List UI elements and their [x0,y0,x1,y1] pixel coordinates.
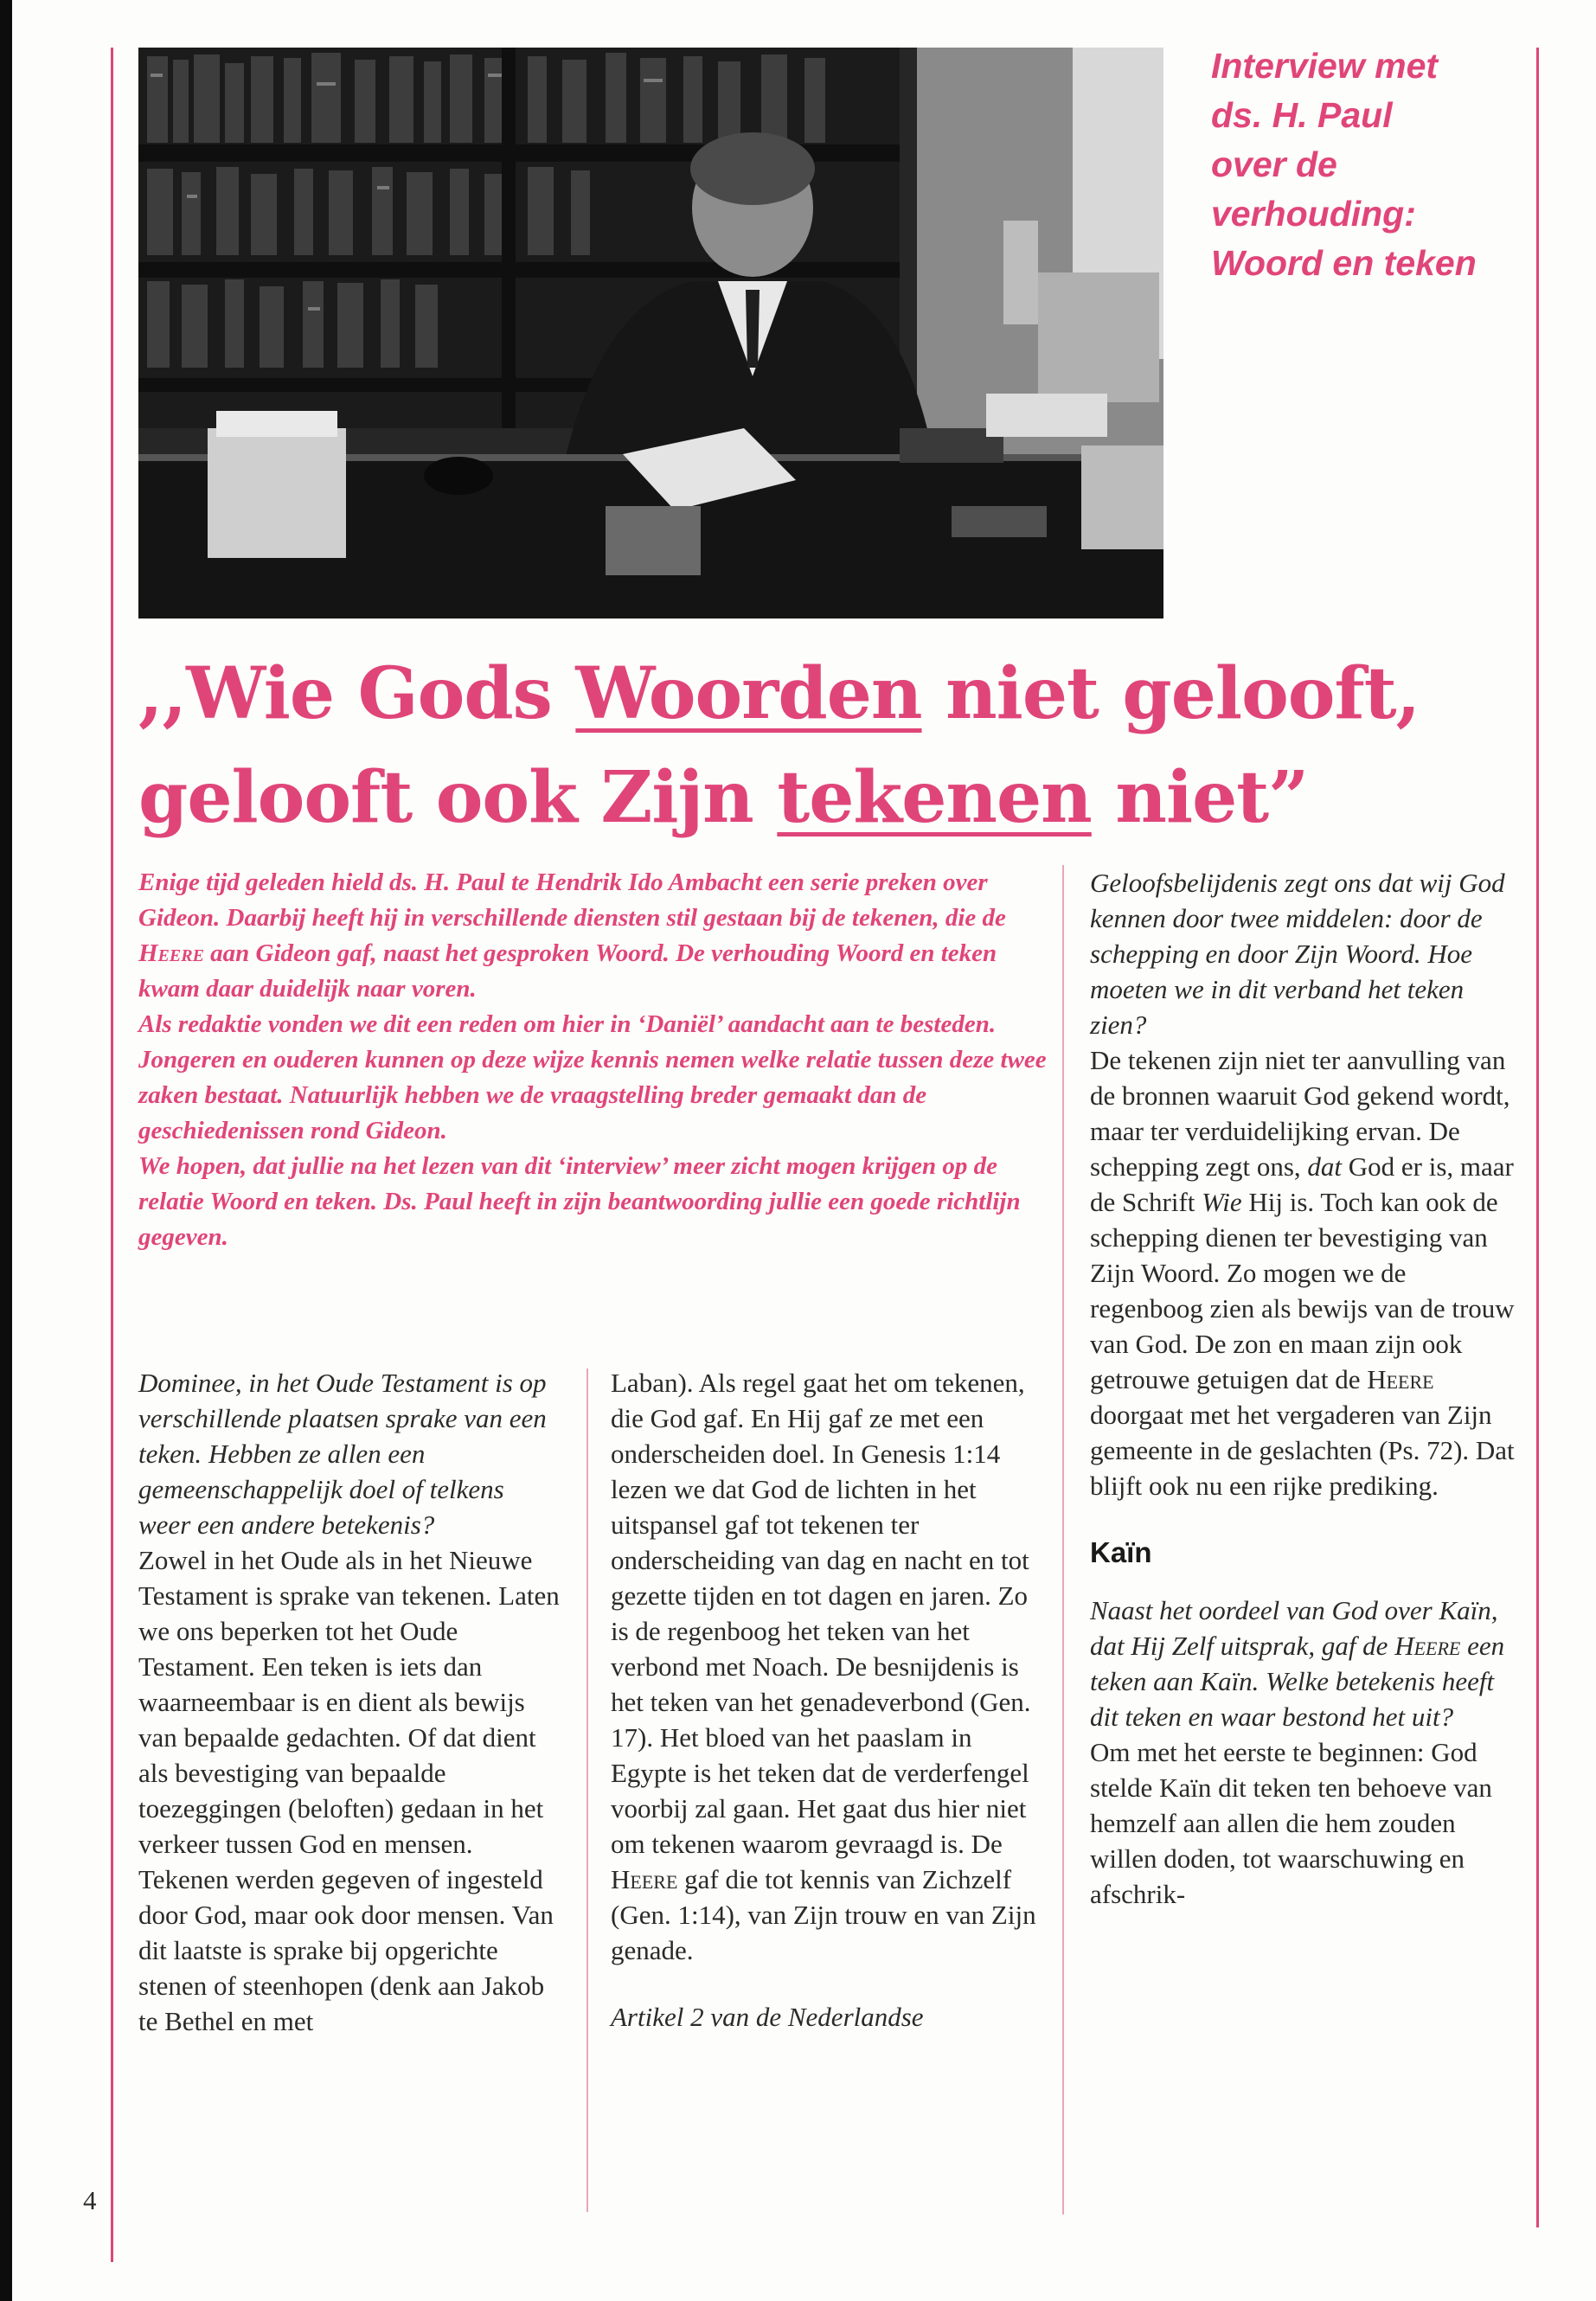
text-column-2 [611,1365,1043,2035]
text-column-1 [138,1365,562,2039]
left-pink-rule [111,48,113,2262]
interview-question: Geloofsbelijdenis zegt ons dat wij God kennen door twee middelen: door de schepping en door Zijn Woord. Hoe moeten we in dit verband het teken zien? [1090,868,1505,1040]
lead-p1: Enige tijd geleden hield ds. H. Paul te Hendrik Ido Ambacht een serie preken over Gideon. Daarbij heeft hij in verschillende diensten stil gestaan bij de tekenen, die de Heere aan Gideon gaf, naast het gesproken Woord. De verhouding Woord en teken kwam daar duidelijk naar voren. [138,868,1006,1003]
section-subheading: Kaïn [1090,1536,1152,1568]
intro-heading-line: verhouding: [1211,194,1416,234]
interview-answer: Zowel in het Oude als in het Nieuwe Testament is sprake van tekenen. Laten we ons beperken tot het Oude Testament. Een teken is iets dan waarneembaar is en dient als bewijs van bepaalde gedachten. Of dat dient als bevestiging van bepaalde toezeggingen (beloften) gedaan in het verkeer tussen God en mensen. Tekenen werden gegeven of ingesteld door God, maar ook door mensen. Van dit laatste is sprake bij opgerichte stenen of steenhopen (denk aan Jakob te Bethel en met [138,1545,560,2036]
right-pink-rule [1536,48,1539,2227]
headline-underlined-word: Woorden [575,652,922,735]
intro-heading [1211,42,1531,288]
text-column-3 [1090,865,1522,1912]
lead-p3: We hopen, dat jullie na het lezen van dit ‘interview’ meer zicht mogen krijgen op de relatie Woord en teken. Ds. Paul heeft in zijn beantwoording jullie een goede richtlijn gegeven. [138,1152,1021,1251]
intro-heading-line: Woord en teken [1211,243,1477,283]
interview-answer: De tekenen zijn niet ter aanvulling van de bronnen waaruit God gekend wordt, maar ter verduidelijking ervan. De schepping zegt ons, dat God er is, maar de Schrift Wie Hij is. Toch kan ook de schepping dienen ter bevestiging van Zijn Woord. Zo mogen we de regenboog zien als bewijs van de trouw van God. De zon en maan zijn ook getrouwe getuigen dat de Heere doorgaat met het vergaderen van Zijn gemeente in de geslachten (Ps. 72). Dat blijft ook nu een rijke prediking. [1090,1045,1515,1501]
interview-answer: Laban). Als regel gaat het om tekenen, die God gaf. En Hij gaf ze met een onderscheiden doel. In Genesis 1:14 lezen we dat God de lichten in het uitspansel gaf tot tekenen ter onderscheiding van dag en nacht en tot gezette tijden en tot dagen en jaren. Zo is de regenboog het teken van het verbond met Noach. De besnijdenis is het teken van het genadeverbond (Gen. 17). Het bloed van het paaslam in Egypte is het teken dat de verderfengel voorbij zal gaan. Het gaat dus hier niet om tekenen waarom gevraagd is. De Heere gaf die tot kennis van Zichzelf (Gen. 1:14), van Zijn trouw en van Zijn genade. [611,1368,1036,1965]
page-number: 4 [83,2185,97,2215]
interview-question: Naast het oordeel van God over Kaïn, dat Hij Zelf uitsprak, gaf de Heere een teken aan Kaïn. Welke betekenis heeft dit teken en waar bestond het uit? [1090,1595,1505,1732]
column-divider-1 [586,1368,588,2212]
headline-line-1: ,,Wie Gods Woorden niet gelooft, [138,652,1420,735]
interview-question: Dominee, in het Oude Testament is op verschillende plaatsen sprake van een teken. Hebben ze allen een gemeenschappelijk doel of telkens weer een andere betekenis? [138,1368,547,1540]
headline-underlined-word: tekenen [777,756,1092,839]
interview-answer: Om met het eerste te beginnen: God stelde Kaïn dit teken ten behoeve van hemzelf aan allen die hem zouden willen doden, tot waarschuwing en afschrik- [1090,1737,1492,1909]
interview-question: Artikel 2 van de Nederlandse [611,2002,924,2032]
interview-photo [138,48,1163,619]
page-edge-shadow [0,0,12,2301]
lead-paragraph [138,865,1047,1255]
intro-heading-line: over de [1211,144,1337,184]
column-divider-2 [1062,865,1064,2214]
intro-heading-line: Interview met [1211,46,1439,86]
headline-line-2: gelooft ook Zijn tekenen niet” [138,756,1309,839]
article-headline [138,642,1531,849]
intro-heading-line: ds. H. Paul [1211,95,1393,135]
lead-p2: Als redaktie vonden we dit een reden om hier in ‘Daniël’ aandacht aan te besteden. Jongeren en ouderen kunnen op deze wijze kennis nemen welke relatie tussen deze twee zaken bestaat. Natuurlijk hebben we de vraagstelling breder gemaakt dan de geschiedenissen rond Gideon. [138,1010,1047,1144]
